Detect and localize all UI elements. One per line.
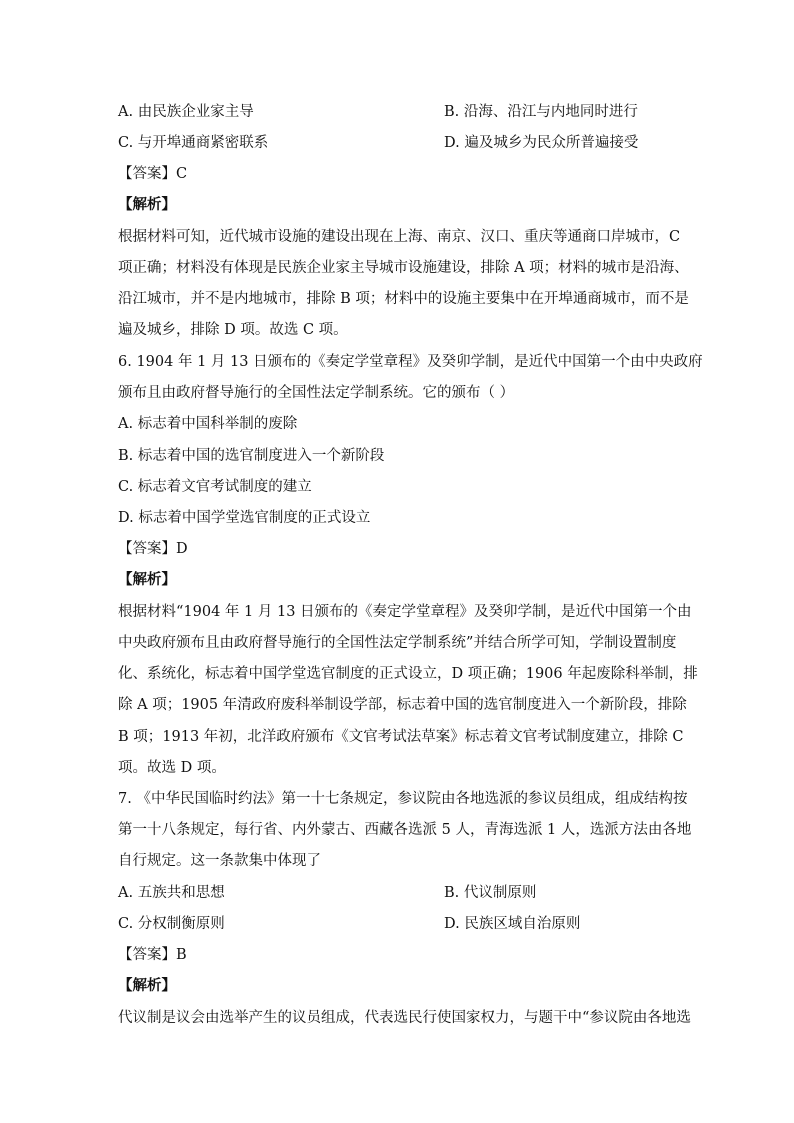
q5-analysis-line-1: 根据材料可知，近代城市设施的建设出现在上海、南京、汉口、重庆等通商口岸城市，C [118,229,681,245]
q6-analysis-line-4: 除 A 项；1905 年清政府废科举制设学部，标志着中国的选官制度进入一个新阶段，排除 [118,697,687,713]
q6-analysis-line-1: 根据材料“1904 年 1 月 13 日颁布的《奏定学堂章程》及癸卯学制，是近代中国第一个由 [118,604,692,620]
q6-analysis-line-3: 化、系统化，标志着中国学堂选官制度的正式设立，D 项正确；1906 年起废除科举制，排 [118,666,698,682]
q7-stem-line-1: 7. 《中华民国临时约法》第一十七条规定，参议院由各地选派的参议员组成，组成结构按 [118,791,688,807]
q5-analysis-line-3: 沿江城市，并不是内地城市，排除 B 项；材料中的设施主要集中在开埠通商城市，而不是 [118,291,689,307]
q6-analysis-line-5: B 项；1913 年初，北洋政府颁布《文官考试法草案》标志着文官考试制度建立，排除 C [118,729,684,745]
q7-option-a: A. 五族共和思想 [118,885,225,901]
q7-analysis-line-1: 代议制是议会由选举产生的议员组成，代表选民行使国家权力，与题干中“参议院由各地选 [118,1010,691,1026]
q7-stem-line-2: 第一十八条规定，每行省、内外蒙古、西藏各选派 5 人，青海选派 1 人，选派方法由各地 [118,822,692,838]
q5-option-c: C. 与开埠通商紧密联系 [118,135,269,151]
q5-analysis-line-2: 项正确；材料没有体现是民族企业家主导城市设施建设，排除 A 项；材料的城市是沿海、 [118,260,689,276]
q6-stem-line-1: 6. 1904 年 1 月 13 日颁布的《奏定学堂章程》及癸卯学制，是近代中国第一个由中央政府 [118,354,703,370]
q5-option-d: D. 遍及城乡为民众所普遍接受 [444,135,639,151]
q5-option-a: A. 由民族企业家主导 [118,104,254,120]
q6-stem-line-2: 颁布且由政府督导施行的全国性法定学制系统。它的颁布（ ） [118,385,515,401]
q7-analysis-label: 【解析】 [118,977,176,994]
q5-analysis-label: 【解析】 [118,196,176,213]
q7-option-c: C. 分权制衡原则 [118,916,225,932]
q7-stem-line-3: 自行规定。这一条款集中体现了 [118,853,321,869]
q6-analysis-line-2: 中央政府颁布且由政府督导施行的全国性法定学制系统”并结合所学可知，学制设置制度 [118,635,677,651]
q7-answer: 【答案】B [118,947,187,963]
q5-option-b: B. 沿海、沿江与内地同时进行 [444,104,638,120]
q6-option-d: D. 标志着中国学堂选官制度的正式设立 [118,510,371,526]
q6-option-b: B. 标志着中国的选官制度进入一个新阶段 [118,448,385,464]
q5-answer: 【答案】C [118,166,188,182]
q7-option-d: D. 民族区域自治原则 [444,916,581,932]
q6-option-a: A. 标志着中国科举制的废除 [118,416,298,432]
q6-analysis-line-6: 项。故选 D 项。 [118,760,226,776]
q6-analysis-label: 【解析】 [118,571,176,588]
q6-answer: 【答案】D [118,541,188,557]
q5-analysis-line-4: 遍及城乡，排除 D 项。故选 C 项。 [118,322,348,338]
q7-option-b: B. 代议制原则 [444,885,537,901]
q6-option-c: C. 标志着文官考试制度的建立 [118,479,312,495]
